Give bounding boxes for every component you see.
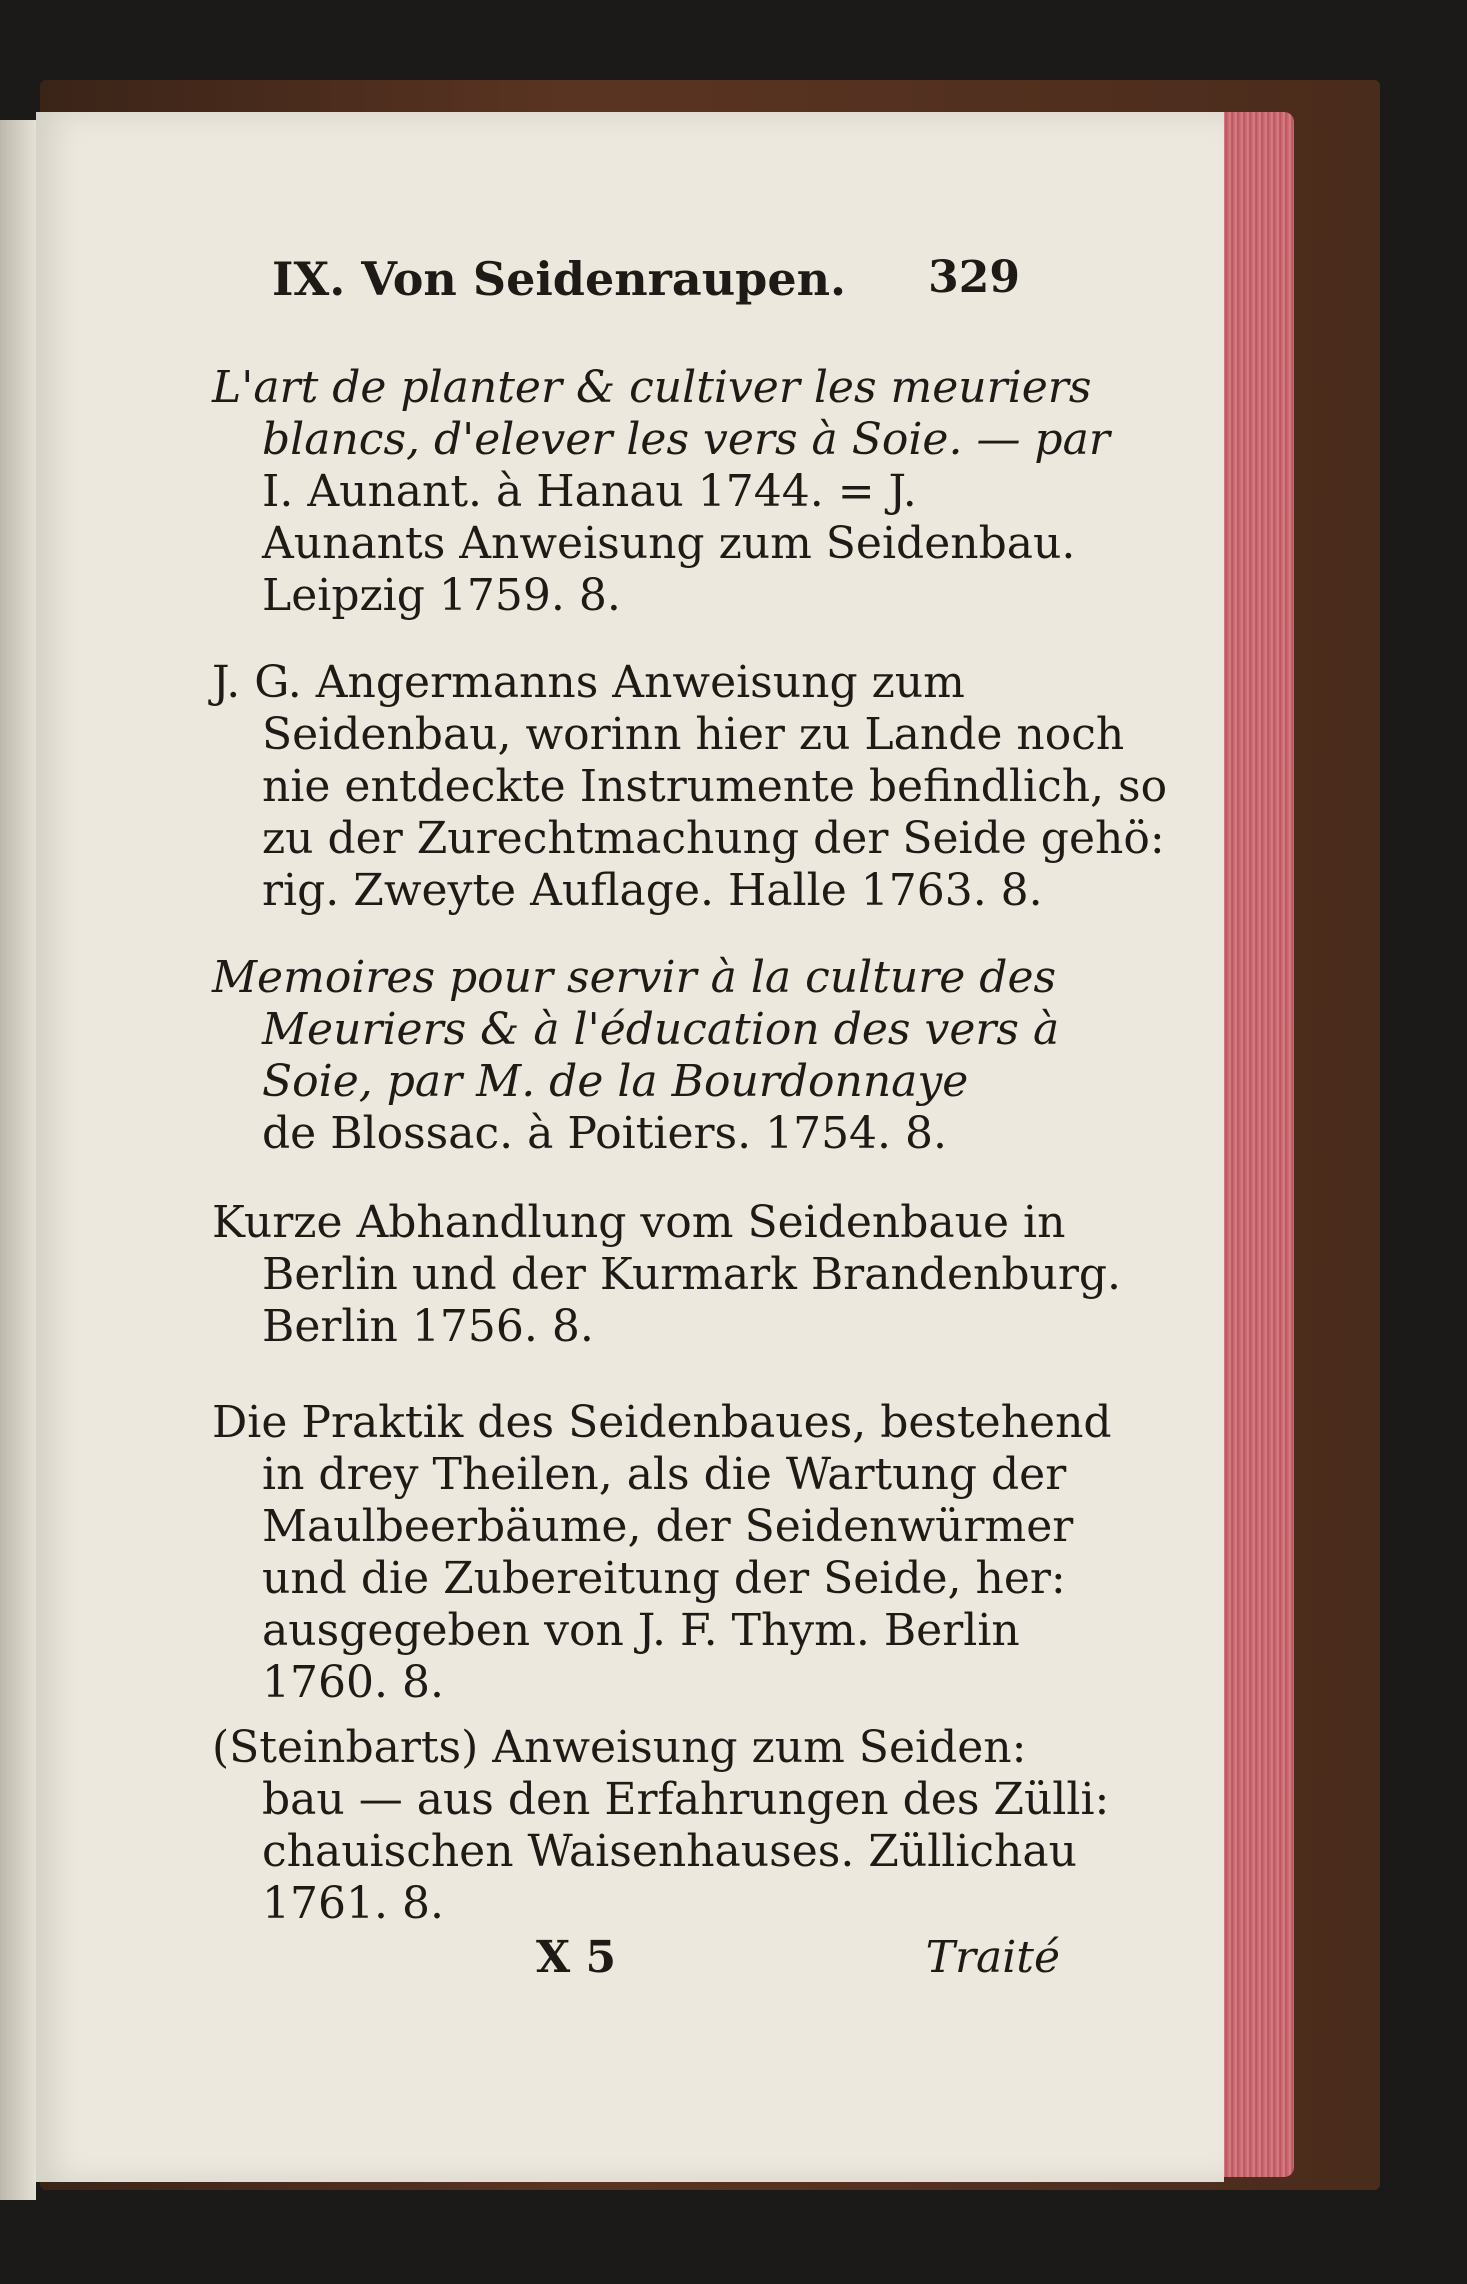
bibliography-entry: [212, 362, 1110, 622]
entry-line: de Blossac. à Poitiers. 1754. 8.: [262, 1108, 948, 1159]
entry-line: Seidenbau, worinn hier zu Lande noch: [262, 709, 1125, 760]
entry-line: (Steinbarts) Anweisung zum Seiden:: [212, 1722, 1027, 1773]
entry-line: Aunants Anweisung zum Seidenbau.: [262, 518, 1076, 569]
entry-line: ausgegeben von J. F. Thym. Berlin: [262, 1605, 1020, 1656]
entry-line: Meuriers & à l'éducation des vers à: [262, 1004, 1060, 1055]
entry-line: rig. Zweyte Auflage. Halle 1763. 8.: [262, 865, 1043, 916]
facing-page-edge: [0, 120, 36, 2200]
entry-line: J. G. Angermanns Anweisung zum: [212, 657, 965, 708]
bibliography-entry: [212, 657, 1168, 917]
entry-line: L'art de planter & cultiver les meuriers: [212, 362, 1092, 413]
entry-line: zu der Zurechtmachung der Seide gehö:: [262, 813, 1165, 864]
entry-line: bau — aus den Erfahrungen des Zülli:: [262, 1774, 1110, 1825]
entry-line: Die Praktik des Seidenbaues, bestehend: [212, 1397, 1112, 1448]
header-title: IX. Von Seidenraupen.: [272, 252, 847, 306]
book-page: [36, 112, 1224, 2182]
signature-mark: X 5: [536, 1932, 617, 1983]
entry-line: blancs, d'elever les vers à Soie. — par: [262, 414, 1110, 465]
entry-line: Kurze Abhandlung vom Seidenbaue in: [212, 1197, 1066, 1248]
bibliography-entry: [212, 1197, 1122, 1353]
entry-line: Leipzig 1759. 8.: [262, 570, 621, 621]
entry-line: Soie, par M. de la Bourdonnaye: [262, 1056, 969, 1107]
entry-line: I. Aunant. à Hanau 1744. = J.: [262, 466, 917, 517]
page-number: 329: [928, 252, 1020, 303]
entry-line: 1761. 8.: [262, 1878, 444, 1929]
red-page-edges: [1222, 112, 1294, 2177]
entry-line: nie entdeckte Instrumente befindlich, so: [262, 761, 1168, 812]
entry-line: und die Zubereitung der Seide, her:: [262, 1553, 1066, 1604]
entry-line: Berlin und der Kurmark Brandenburg.: [262, 1249, 1122, 1300]
entry-line: Memoires pour servir à la culture des: [212, 952, 1057, 1003]
bibliography-entry: [212, 1397, 1112, 1709]
entry-line: in drey Theilen, als die Wartung der: [262, 1449, 1067, 1500]
entry-line: 1760. 8.: [262, 1657, 444, 1708]
bibliography-entry: [212, 1722, 1110, 1930]
entry-line: chauischen Waisenhauses. Züllichau: [262, 1826, 1077, 1877]
catchword: Traité: [925, 1932, 1060, 1983]
entry-line: Maulbeerbäume, der Seidenwürmer: [262, 1501, 1074, 1552]
entry-line: Berlin 1756. 8.: [262, 1301, 594, 1352]
running-header: [272, 252, 1020, 322]
bibliography-entry: [212, 952, 1060, 1160]
